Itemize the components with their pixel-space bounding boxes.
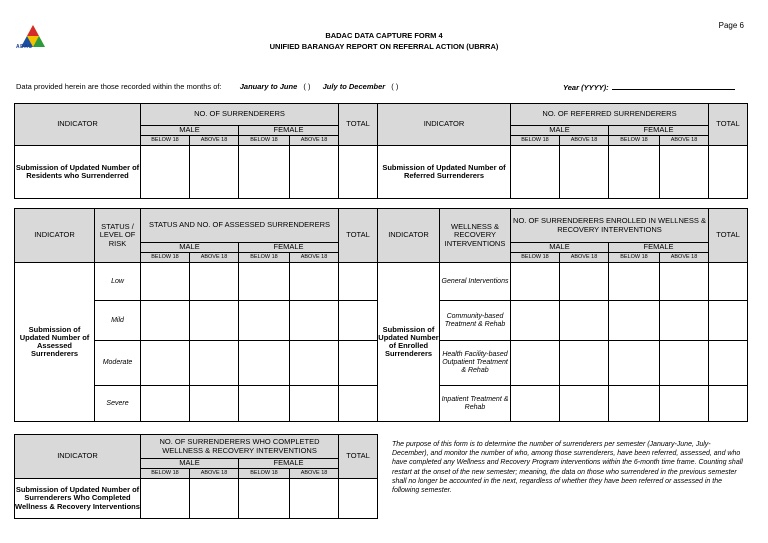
- input-cell[interactable]: [290, 146, 339, 199]
- input-cell[interactable]: [239, 301, 290, 341]
- total-cell[interactable]: [339, 301, 378, 341]
- level-moderate: Moderate: [95, 341, 141, 386]
- male-above18-header: ABOVE 18: [560, 253, 609, 263]
- page-number: Page 6: [718, 21, 744, 30]
- input-cell[interactable]: [141, 263, 190, 301]
- male-above18-header: ABOVE 18: [560, 136, 609, 146]
- form-title: BADAC DATA CAPTURE FORM 4: [325, 31, 443, 40]
- input-cell[interactable]: [511, 341, 560, 386]
- female-header: FEMALE: [239, 459, 339, 469]
- male-below18-header: BELOW 18: [511, 136, 560, 146]
- referred-header: NO. OF REFERRED SURRENDERERS: [511, 104, 709, 126]
- input-cell[interactable]: [239, 263, 290, 301]
- total-cell[interactable]: [709, 386, 748, 422]
- total-cell[interactable]: [339, 386, 378, 422]
- input-cell[interactable]: [511, 386, 560, 422]
- referred-surrenderers-table: [377, 103, 748, 199]
- male-header: MALE: [141, 126, 239, 136]
- input-cell[interactable]: [190, 341, 239, 386]
- input-cell[interactable]: [660, 263, 709, 301]
- male-above18-header: ABOVE 18: [190, 469, 239, 479]
- status-level-header: STATUS / LEVEL OF RISK: [95, 209, 141, 263]
- intervention-community: Community-based Treatment & Rehab: [440, 301, 511, 341]
- input-cell[interactable]: [290, 479, 339, 519]
- indicator-header: INDICATOR: [378, 104, 511, 146]
- checkbox-jul-dec[interactable]: ( ): [391, 82, 399, 91]
- input-cell[interactable]: [609, 146, 660, 199]
- input-cell[interactable]: [141, 301, 190, 341]
- intervention-general: General Interventions: [440, 263, 511, 301]
- total-header: TOTAL: [709, 104, 748, 146]
- row-label: Submission of Updated Number of Referred Surrenderers: [378, 146, 511, 199]
- total-cell[interactable]: [339, 341, 378, 386]
- input-cell[interactable]: [290, 341, 339, 386]
- input-cell[interactable]: [560, 146, 609, 199]
- input-cell[interactable]: [609, 301, 660, 341]
- logo-text: ADAC: [16, 44, 33, 50]
- year-label: Year (YYYY):: [563, 83, 609, 92]
- row-label: Submission of Updated Number of Enrolled Surrenderers: [378, 263, 440, 422]
- surrenderers-header: NO. OF SURRENDERERS: [141, 104, 339, 126]
- input-cell[interactable]: [290, 386, 339, 422]
- input-cell[interactable]: [511, 263, 560, 301]
- total-cell[interactable]: [709, 263, 748, 301]
- option-jan-jun: January to June: [239, 82, 298, 91]
- input-cell[interactable]: [609, 263, 660, 301]
- period-intro: Data provided herein are those recorded within the months of:: [16, 82, 222, 91]
- input-cell[interactable]: [190, 146, 239, 199]
- female-above18-header: ABOVE 18: [290, 469, 339, 479]
- female-header: FEMALE: [239, 126, 339, 136]
- wellness-header: WELLNESS & RECOVERY INTERVENTIONS: [440, 209, 511, 263]
- male-header: MALE: [511, 126, 609, 136]
- input-cell[interactable]: [511, 301, 560, 341]
- input-cell[interactable]: [609, 386, 660, 422]
- input-cell[interactable]: [239, 479, 290, 519]
- female-header: FEMALE: [239, 243, 339, 253]
- input-cell[interactable]: [660, 301, 709, 341]
- level-severe: Severe: [95, 386, 141, 422]
- option-jul-dec: July to December: [322, 82, 386, 91]
- female-above18-header: ABOVE 18: [290, 136, 339, 146]
- purpose-note: The purpose of this form is to determine the number of surrenderers per semester (January-June, July-December), and monitor the number of who, among those surrenderers, have been referred, assessed, and who have completed any Wellness and Recovery Program interventions within the 6-month time frame. Counting shall restart at the onset of the new semester; meaning, the data on those who surrendered in the previous semester shall no longer be accounted in the next, regardless of whether they have been referred or assessed in the following semester.: [392, 441, 743, 495]
- input-cell[interactable]: [660, 341, 709, 386]
- female-above18-header: ABOVE 18: [290, 253, 339, 263]
- input-cell[interactable]: [560, 341, 609, 386]
- input-cell[interactable]: [560, 263, 609, 301]
- completed-header: NO. OF SURRENDERERS WHO COMPLETED WELLNESS & RECOVERY INTERVENTIONS: [141, 435, 339, 459]
- total-cell[interactable]: [709, 341, 748, 386]
- female-below18-header: BELOW 18: [239, 253, 290, 263]
- female-above18-header: ABOVE 18: [660, 136, 709, 146]
- male-below18-header: BELOW 18: [141, 469, 190, 479]
- input-cell[interactable]: [290, 301, 339, 341]
- total-cell[interactable]: [339, 263, 378, 301]
- male-below18-header: BELOW 18: [141, 253, 190, 263]
- indicator-header: INDICATOR: [15, 104, 141, 146]
- total-header: TOTAL: [709, 209, 748, 263]
- total-header: TOTAL: [339, 435, 378, 479]
- female-below18-header: BELOW 18: [609, 253, 660, 263]
- assessed-surrenderers-table: [14, 208, 378, 422]
- female-header: FEMALE: [609, 243, 709, 253]
- input-cell[interactable]: [511, 146, 560, 199]
- female-below18-header: BELOW 18: [239, 136, 290, 146]
- male-above18-header: ABOVE 18: [190, 253, 239, 263]
- form-subtitle: UNIFIED BARANGAY REPORT ON REFERRAL ACTION (UBRRA): [269, 42, 499, 51]
- enrolled-header: NO. OF SURRENDERERS ENROLLED IN WELLNESS & RECOVERY INTERVENTIONS: [511, 209, 709, 243]
- male-below18-header: BELOW 18: [511, 253, 560, 263]
- intervention-inpatient: Inpatient Treatment & Rehab: [440, 386, 511, 422]
- level-mild: Mild: [95, 301, 141, 341]
- male-above18-header: ABOVE 18: [190, 136, 239, 146]
- row-label: Submission of Updated Number of Assessed Surrenderers: [15, 263, 95, 422]
- total-header: TOTAL: [339, 104, 378, 146]
- male-below18-header: BELOW 18: [141, 136, 190, 146]
- total-header: TOTAL: [339, 209, 378, 263]
- surrenderers-table: [14, 103, 378, 199]
- total-cell[interactable]: [709, 301, 748, 341]
- input-cell[interactable]: [609, 341, 660, 386]
- year-field[interactable]: [563, 82, 735, 92]
- input-cell[interactable]: [190, 479, 239, 519]
- row-label: Submission of Updated Number of Surrenderers Who Completed Wellness & Recovery Interventions: [15, 479, 141, 519]
- input-cell[interactable]: [660, 146, 709, 199]
- total-cell[interactable]: [339, 479, 378, 519]
- indicator-header: INDICATOR: [15, 435, 141, 479]
- female-below18-header: BELOW 18: [239, 469, 290, 479]
- checkbox-jan-jun[interactable]: ( ): [303, 82, 311, 91]
- input-cell[interactable]: [290, 263, 339, 301]
- input-cell[interactable]: [190, 301, 239, 341]
- input-cell[interactable]: [239, 146, 290, 199]
- total-cell[interactable]: [339, 146, 378, 199]
- input-cell[interactable]: [141, 146, 190, 199]
- male-header: MALE: [141, 243, 239, 253]
- female-above18-header: ABOVE 18: [660, 253, 709, 263]
- row-label: Submission of Updated Number of Residents who Surrenderred: [15, 146, 141, 199]
- input-cell[interactable]: [239, 341, 290, 386]
- input-cell[interactable]: [660, 386, 709, 422]
- intervention-outpatient: Health Facility-based Outpatient Treatment & Rehab: [440, 341, 511, 386]
- input-cell[interactable]: [141, 386, 190, 422]
- completed-surrenderers-table: [14, 434, 378, 519]
- input-cell[interactable]: [560, 301, 609, 341]
- assessed-header: STATUS AND NO. OF ASSESSED SURRENDERERS: [141, 209, 339, 243]
- level-low: Low: [95, 263, 141, 301]
- enrolled-surrenderers-table: [377, 208, 748, 422]
- input-cell[interactable]: [190, 263, 239, 301]
- indicator-header: INDICATOR: [15, 209, 95, 263]
- female-header: FEMALE: [609, 126, 709, 136]
- male-header: MALE: [511, 243, 609, 253]
- year-input-line[interactable]: [612, 82, 735, 90]
- input-cell[interactable]: [560, 386, 609, 422]
- indicator-header: INDICATOR: [378, 209, 440, 263]
- input-cell[interactable]: [190, 386, 239, 422]
- input-cell[interactable]: [239, 386, 290, 422]
- male-header: MALE: [141, 459, 239, 469]
- input-cell[interactable]: [141, 479, 190, 519]
- total-cell[interactable]: [709, 146, 748, 199]
- reporting-period: [16, 82, 402, 91]
- female-below18-header: BELOW 18: [609, 136, 660, 146]
- input-cell[interactable]: [141, 341, 190, 386]
